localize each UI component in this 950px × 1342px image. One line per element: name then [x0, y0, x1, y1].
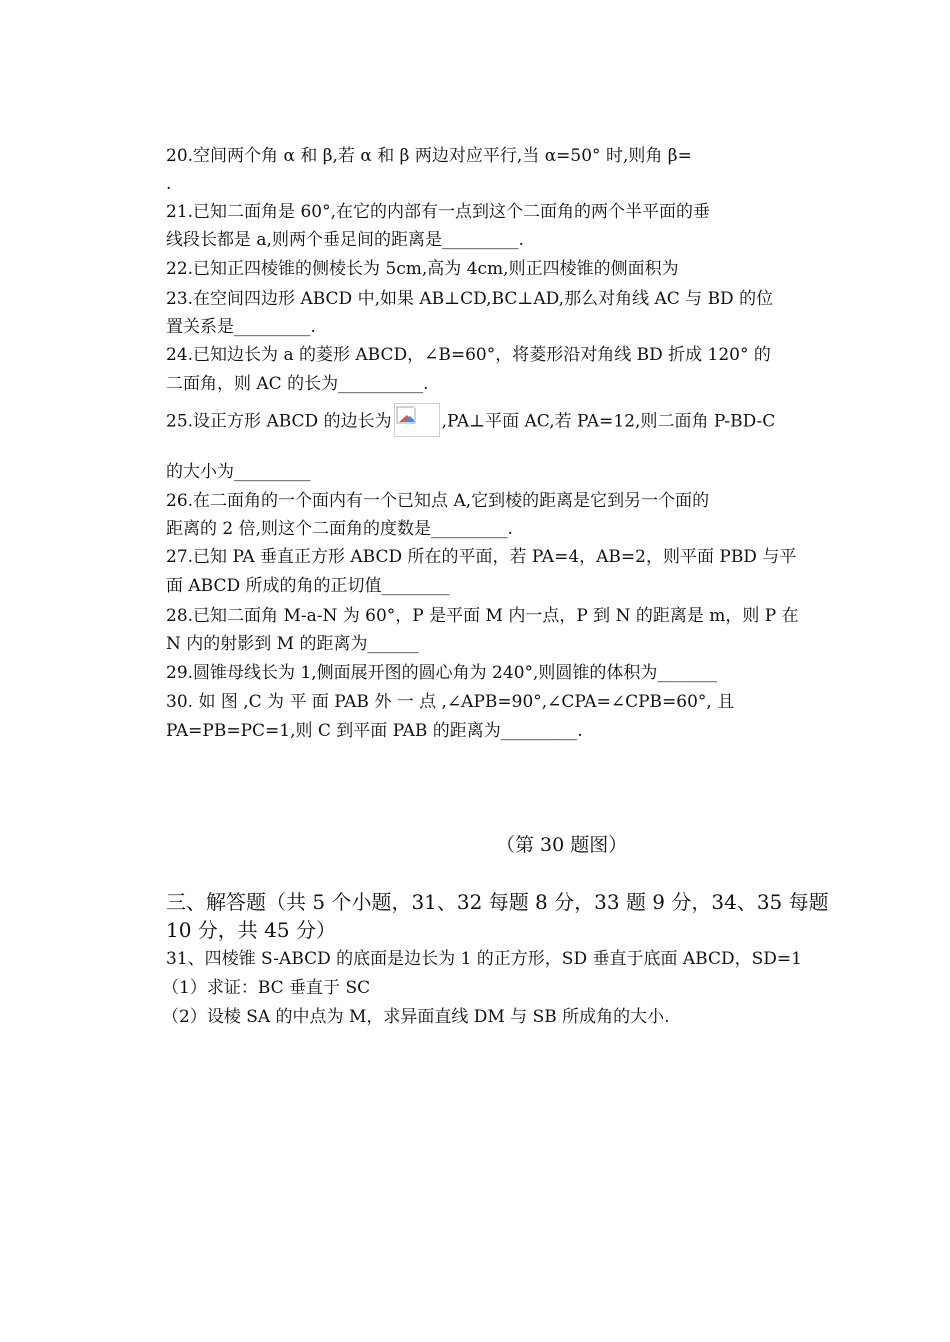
question-23-line-1: 23.在空间四边形 ABCD 中,如果 AB⊥CD,BC⊥AD,那么对角线 AC 与 BD 的位 — [166, 289, 774, 309]
question-28-line-2: N 内的射影到 M 的距离为______ — [166, 634, 419, 654]
question-21-line-2: 线段长都是 a,则两个垂足间的距离是_________. — [166, 230, 524, 250]
question-29: 29.圆锥母线长为 1,侧面展开图的圆心角为 240°,则圆锥的体积为_______ — [166, 663, 717, 683]
question-31-part-2: （2）设棱 SA 的中点为 M，求异面直线 DM 与 SB 所成角的大小. — [162, 1007, 670, 1027]
question-26-line-1: 26.在二面角的一个面内有一个已知点 A,它到棱的距离是它到另一个面的 — [166, 491, 710, 511]
question-24-line-2: 二面角，则 AC 的长为__________. — [166, 374, 429, 394]
figure-caption: （第 30 题图） — [496, 834, 628, 856]
section-3-heading-line-2: 10 分，共 45 分） — [166, 918, 336, 942]
question-24-line-1: 24.已知边长为 a 的菱形 ABCD，∠B=60°，将菱形沿对角线 BD 折成 120° 的 — [166, 345, 771, 365]
question-30-line-1: 30. 如 图 ,C 为 平 面 PAB 外 一 点 ,∠APB=90°,∠CPA=∠CPB=60°, 且 — [166, 692, 735, 712]
question-31-part-1: （1）求证：BC 垂直于 SC — [162, 978, 371, 998]
question-20-line-1: 20.空间两个角 α 和 β,若 α 和 β 两边对应平行,当 α=50° 时,则角 β= — [166, 146, 692, 166]
section-3-heading-line-1: 三、解答题（共 5 个小题，31、32 每题 8 分，33 题 9 分，34、35 每题 — [166, 890, 829, 914]
question-26-line-2: 距离的 2 倍,则这个二面角的度数是_________. — [166, 519, 513, 539]
question-25-line-1 — [166, 405, 786, 439]
broken-image-icon — [394, 403, 440, 437]
question-25-line-2: 的大小为_________ — [166, 462, 311, 482]
question-28-line-1: 28.已知二面角 M-a-N 为 60°，P 是平面 M 内一点，P 到 N 的距离是 m，则 P 在 — [166, 606, 799, 626]
question-25-text-before: 25.设正方形 ABCD 的边长为 — [166, 411, 392, 432]
question-25-text-after: ,PA⊥平面 AC,若 PA=12,则二面角 P-BD-C — [441, 411, 776, 432]
question-31-stem: 31、四棱锥 S-ABCD 的底面是边长为 1 的正方形，SD 垂直于底面 ABCD，SD=1 — [166, 949, 802, 969]
question-23-line-2: 置关系是_________. — [166, 317, 316, 337]
question-21-line-1: 21.已知二面角是 60°,在它的内部有一点到这个二面角的两个半平面的垂 — [166, 202, 710, 222]
question-22: 22.已知正四棱锥的侧棱长为 5cm,高为 4cm,则正四棱锥的侧面积为 — [166, 259, 679, 279]
question-20-line-2: . — [166, 174, 172, 194]
question-27-line-1: 27.已知 PA 垂直正方形 ABCD 所在的平面，若 PA=4，AB=2，则平面 PBD 与平 — [166, 547, 797, 567]
question-30-line-2: PA=PB=PC=1,则 C 到平面 PAB 的距离为_________. — [166, 721, 583, 741]
question-27-line-2: 面 ABCD 所成的角的正切值________ — [166, 576, 450, 596]
